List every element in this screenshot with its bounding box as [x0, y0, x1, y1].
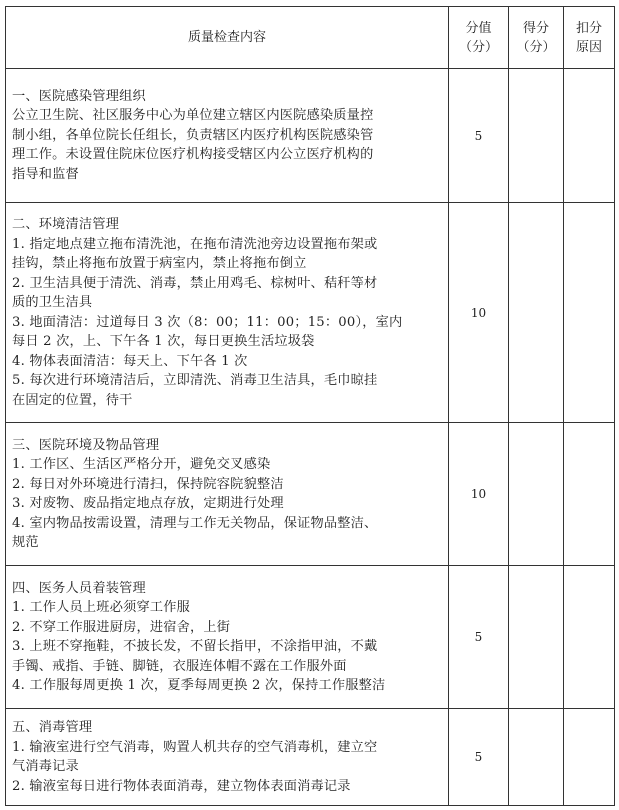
deduct-reason-cell[interactable] [564, 566, 615, 709]
score-got-cell[interactable] [509, 566, 564, 709]
section-content: 五、消毒管理 1. 输液室进行空气消毒，购置人机共存的空气消毒机，建立空 气消毒记录 2. 输液室每日进行物体表面消毒，建立物体表面消毒记录 [6, 709, 449, 806]
deduct-reason-cell[interactable] [564, 69, 615, 203]
score-got-cell[interactable] [509, 69, 564, 203]
deduct-reason-cell[interactable] [564, 709, 615, 806]
section-content: 三、医院环境及物品管理 1. 工作区、生活区严格分开，避免交叉感染 2. 每日对外环境进行清扫，保持院容院貌整洁 3. 对废物、废品指定地点存放，定期进行处理 4. 室内物品按需设置，清理与工作无关物品，保证物品整洁、 规范 [6, 423, 449, 566]
section-score: 5 [449, 69, 509, 203]
table-row [6, 423, 615, 566]
header-content: 质量检查内容 [6, 7, 449, 69]
header-score-got: 得分 （分） [509, 7, 564, 69]
section-content: 一、医院感染管理组织 公立卫生院、社区服务中心为单位建立辖区内医院感染质量控 制小组，各单位院长任组长，负责辖区内医疗机构医院感染管 理工作。未设置住院床位医疗机构接受辖区内公立医疗机构的 指导和监督 [6, 69, 449, 203]
section-title: 四、医务人员着装管理 [12, 580, 146, 596]
score-got-cell[interactable] [509, 203, 564, 423]
deduct-reason-cell[interactable] [564, 203, 615, 423]
table-row [6, 566, 615, 709]
section-score: 5 [449, 709, 509, 806]
section-title: 一、医院感染管理组织 [12, 88, 146, 104]
table-header-row [6, 7, 615, 69]
quality-inspection-table [5, 6, 615, 806]
deduct-reason-cell[interactable] [564, 423, 615, 566]
section-title: 二、环境清洁管理 [12, 217, 120, 232]
section-title: 五、消毒管理 [12, 720, 93, 735]
section-title: 三、医院环境及物品管理 [12, 437, 160, 453]
section-score: 10 [449, 423, 509, 566]
section-score: 5 [449, 566, 509, 709]
score-got-cell[interactable] [509, 423, 564, 566]
table-row [6, 709, 615, 806]
section-content: 四、医务人员着装管理 1. 工作人员上班必须穿工作服 2. 不穿工作服进厨房，进宿舍，上街 3. 上班不穿拖鞋，不披长发，不留长指甲，不涂指甲油，不戴 手镯、戒指、手链、脚链，衣服连体帽不露在工作服外面 4. 工作服每周更换 1 次，夏季每周更换 2 次，保持工作服整洁 [6, 566, 449, 709]
table-row [6, 69, 615, 203]
header-score-value: 分值 （分） [449, 7, 509, 69]
score-got-cell[interactable] [509, 709, 564, 806]
section-content: 二、环境清洁管理 1. 指定地点建立拖布清洗池，在拖布清洗池旁边设置拖布架或 挂钩，禁止将拖布放置于病室内，禁止将拖布倒立 2. 卫生洁具便于清洗、消毒，禁止用鸡毛、棕树叶、秸秆等材 质的卫生洁具 3. 地面清洁：过道每日 3 次（8：00；11：00；15：00），室内 每日 2 次，上、下午各 1 次，每日更换生活垃圾袋 4. 物体表面清洁：每天上、下午各 1 次 5. 每次进行环境清洁后，立即清洗、消毒卫生洁具，毛巾晾挂 在固定的位置，待干 [6, 203, 449, 423]
section-score: 10 [449, 203, 509, 423]
table-row [6, 203, 615, 423]
header-deduct-reason: 扣分 原因 [564, 7, 615, 69]
